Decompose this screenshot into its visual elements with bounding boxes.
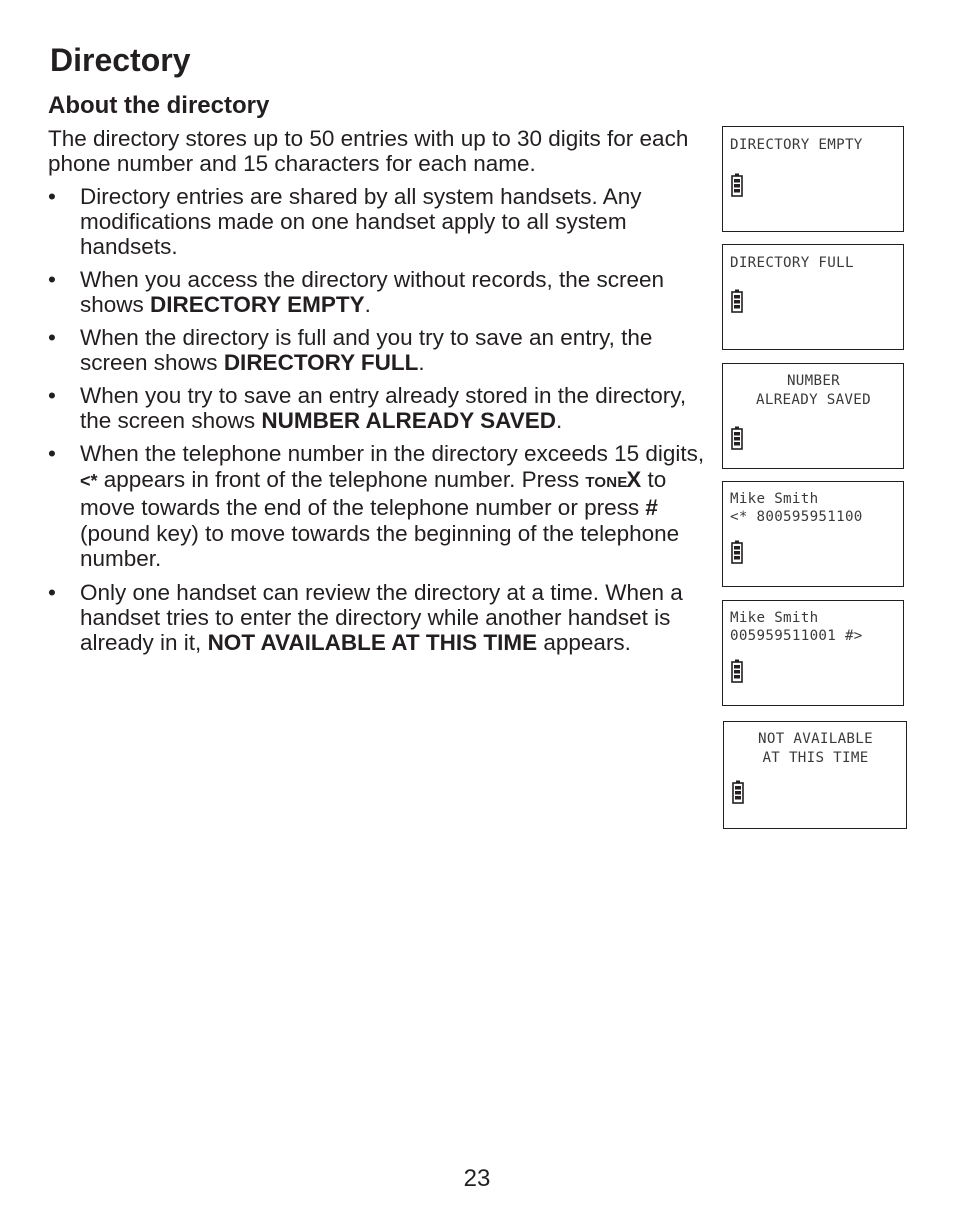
- bullet-strong: DIRECTORY EMPTY: [150, 292, 365, 317]
- bullet-marker: •: [48, 383, 56, 408]
- bullet-directory-full: [48, 325, 708, 375]
- bullet-text: to move towards the end of the telephone number or press: [80, 466, 667, 520]
- lcd-line-2: 005959511001 #>: [730, 628, 863, 644]
- bullet-text: appears in front of the telephone number. Press: [97, 466, 586, 492]
- bullet-marker: •: [48, 184, 56, 209]
- lcd-screen-directory-empty: [722, 126, 904, 232]
- bullet-text: (pound key) to move towards the beginning of the telephone number.: [80, 520, 680, 571]
- bullet-shared-entries: [48, 184, 708, 259]
- battery-icon: [731, 173, 743, 197]
- lcd-screen-not-available: [723, 721, 907, 829]
- lcd-screen-long-number-end: [722, 600, 904, 706]
- bullet-text: When you access the directory without records, the screen shows: [80, 267, 665, 317]
- bullet-text-end: appears.: [537, 629, 631, 655]
- bullet-marker: •: [48, 441, 56, 466]
- lcd-line-2: ALREADY SAVED: [756, 392, 871, 408]
- lcd-line-2: AT THIS TIME: [762, 750, 869, 766]
- lcd-line-1: Mike Smith: [730, 491, 819, 507]
- lcd-screen-directory-full: [722, 244, 904, 350]
- lcd-screen-number-already-saved: [722, 363, 904, 469]
- lcd-line-1: DIRECTORY FULL: [730, 255, 854, 271]
- lcd-line-1: NOT AVAILABLE: [758, 731, 873, 747]
- lcd-screen-long-number-start: [722, 481, 904, 587]
- bullet-strong: DIRECTORY FULL: [223, 350, 419, 375]
- bullet-text: When the telephone number in the directory exceeds 15 digits,: [80, 441, 705, 466]
- bullet-text-end: .: [418, 350, 425, 375]
- bullet-not-available: [48, 580, 708, 655]
- lcd-line-1: DIRECTORY EMPTY: [730, 137, 863, 153]
- bullet-number-already-saved: [48, 383, 708, 433]
- bullet-strong: NOT AVAILABLE AT THIS TIME: [207, 629, 538, 655]
- bullet-text: Only one handset can review the directory at a time. When a handset tries to enter the directory while another handset is already in it,: [80, 579, 683, 655]
- bullet-text-end: .: [555, 408, 563, 433]
- battery-icon: [731, 426, 743, 450]
- battery-icon: [731, 540, 743, 564]
- bullet-long-number: [48, 441, 708, 572]
- bullet-text-end: .: [364, 292, 371, 317]
- bullet-list: [48, 184, 708, 663]
- back-arrow-symbol: <*: [80, 470, 98, 491]
- bullet-text: Directory entries are shared by all system handsets. Any modifications made on one handset apply to all system handsets.: [80, 184, 642, 259]
- pound-key-label: #: [645, 495, 658, 520]
- bullet-marker: •: [48, 325, 56, 350]
- tone-key-icon: X: [626, 466, 642, 492]
- bullet-marker: •: [48, 267, 56, 292]
- bullet-text: When you try to save an entry already stored in the directory, the screen shows: [80, 383, 687, 433]
- lcd-line-1: Mike Smith: [730, 610, 819, 626]
- section-heading: About the directory: [48, 92, 270, 119]
- intro-paragraph: The directory stores up to 50 entries with up to 30 digits for each phone number and 15 characters for each name.: [48, 126, 689, 176]
- lcd-line-1: NUMBER: [786, 373, 841, 389]
- battery-icon: [731, 659, 743, 683]
- bullet-text: When the directory is full and you try to save an entry, the screen shows: [80, 325, 653, 375]
- page-title: Directory: [50, 42, 191, 78]
- bullet-strong: NUMBER ALREADY SAVED: [261, 408, 556, 433]
- bullet-directory-empty: [48, 267, 708, 317]
- tone-key-label: TONE: [585, 473, 628, 491]
- battery-icon: [732, 780, 744, 804]
- bullet-marker: •: [48, 579, 56, 605]
- battery-icon: [731, 289, 743, 313]
- lcd-line-2: <* 800595951100: [730, 509, 863, 525]
- page-number: 23: [463, 1165, 491, 1192]
